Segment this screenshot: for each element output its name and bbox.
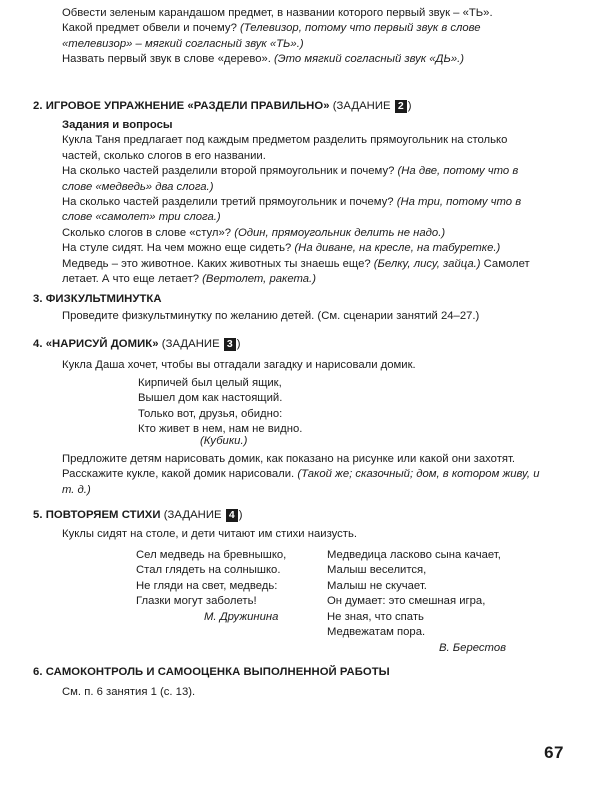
poem-line: Медвежатам пора.	[327, 626, 426, 639]
task-label: (ЗАДАНИЕ	[332, 100, 391, 112]
poem-line: Не гляди на свет, медведь:	[136, 579, 278, 592]
task-label: (ЗАДАНИЕ	[161, 338, 220, 350]
section-5-title: 5. ПОВТОРЯЕМ СТИХИ (ЗАДАНИЕ 4 )	[33, 509, 243, 521]
task-number-badge: 4	[226, 509, 238, 522]
poem-line: Глазки могут заболеть!	[136, 595, 257, 608]
poem-line: Малыш не скучает.	[327, 579, 427, 592]
section-5-heading	[33, 508, 533, 523]
section-2-heading	[33, 99, 533, 114]
intro-line-2	[62, 21, 540, 52]
poem-berestov	[327, 548, 506, 657]
section-5-para-1: Куклы сидят на столе, и дети читают им стихи наизусть.	[62, 528, 358, 540]
intro-answer-2: (Это мягкий согласный звук «ДЬ».)	[274, 53, 465, 66]
section-3-title: 3. ФИЗКУЛЬТМИНУТКА	[33, 293, 162, 305]
section-4-title: 4. «НАРИСУЙ ДОМИК» (ЗАДАНИЕ 3 )	[33, 338, 241, 350]
section-6-body	[62, 685, 562, 700]
riddle-answer: (Кубики.)	[200, 435, 248, 447]
section-2-q2: На сколько частей разделили второй прямоугольник и почему? (На две, потому что в слове «медведь» два слога.)	[62, 165, 519, 193]
intro-answer: (Телевизор, потому что первый звук в слове «телевизор» – мягкий согласный звук «ТЬ».)	[62, 22, 481, 50]
task-number-badge: 3	[224, 338, 236, 351]
intro-block	[62, 6, 540, 68]
poem-line: Сел медведь на бревнышко,	[136, 549, 287, 561]
section-6-title: 6. САМОКОНТРОЛЬ И САМООЦЕНКА ВЫПОЛНЕННОЙ РАБОТЫ	[33, 666, 390, 678]
intro-line-1: Обвести зеленым карандашом предмет, в названии которого первый звук – «ТЬ».	[62, 7, 493, 19]
section-4-intro	[62, 358, 562, 373]
section-6-heading	[33, 665, 533, 680]
section-2-q3: На сколько частей разделили третий прямоугольник и почему? (На три, потому что в слове «самолет» три слога.)	[62, 196, 522, 224]
poem-line: Не зная, что спать	[327, 610, 424, 623]
riddle-line: Кирпичей был целый ящик,	[138, 377, 282, 389]
section-3-body	[62, 309, 562, 324]
poem-author: В. Берестов	[439, 642, 506, 655]
section-6-para-1: См. п. 6 занятия 1 (с. 13).	[62, 686, 196, 698]
section-4-para-2: Предложите детям нарисовать домик, как показано на рисунке или какой они захотят.	[62, 453, 516, 465]
poem-druzhinina	[136, 548, 286, 625]
riddle-poem	[138, 376, 302, 438]
section-2-body	[62, 118, 540, 287]
intro-question: Какой предмет обвели и почему?	[62, 22, 240, 35]
section-2-para-1: Кукла Таня предлагает под каждым предметом разделить прямоугольник на столько частей, сколько слогов в его названии.	[62, 134, 508, 162]
task-number-badge: 2	[395, 100, 407, 113]
intro-line-3	[62, 52, 540, 67]
section-4-para-1: Кукла Даша хочет, чтобы вы отгадали загадку и нарисовали домик.	[62, 359, 416, 371]
section-4-body	[62, 452, 540, 498]
section-2-subtitle: Задания и вопросы	[62, 119, 173, 131]
section-2-q5: На стуле сидят. На чем можно еще сидеть? (На диване, на кресле, на табуретке.) Медведь – это животное. Каких животных ты знаешь еще? (Белку, лису, зайца.) Самолет летает. А что еще летает? (Вертолет, ракета.)	[62, 242, 530, 286]
poem-line: Малыш веселится,	[327, 564, 427, 577]
section-2-title: 2. ИГРОВОЕ УПРАЖНЕНИЕ «РАЗДЕЛИ ПРАВИЛЬНО» (ЗАДАНИЕ 2 )	[33, 100, 412, 112]
section-3-heading	[33, 292, 533, 307]
section-5-intro	[62, 527, 562, 542]
intro-question-2: Назвать первый звук в слове «дерево».	[62, 53, 275, 66]
riddle-line: Только вот, друзья, обидно:	[138, 407, 283, 420]
section-2-q4: Сколько слогов в слове «стул»? (Один, прямоугольник делить не надо.)	[62, 226, 446, 239]
task-label: (ЗАДАНИЕ	[163, 509, 222, 521]
poem-line: Медведица ласково сына качает,	[327, 549, 501, 561]
section-3-para-1: Проведите физкультминутку по желанию детей. (См. сценарии занятий 24–27.)	[62, 310, 480, 322]
poem-line: Стал глядеть на солнышко.	[136, 564, 281, 577]
page-number: 67	[544, 743, 564, 762]
section-4-para-3: Расскажите кукле, какой домик нарисовали. (Такой же; сказочный; дом, в котором живу, и т. д.)	[62, 468, 540, 496]
poem-line: Он думает: это смешная игра,	[327, 595, 486, 608]
section-4-heading	[33, 337, 533, 352]
riddle-line: Вышел дом как настоящий.	[138, 392, 283, 405]
riddle-line: Кто живет в нем, нам не видно.	[138, 423, 303, 436]
poem-author: М. Дружинина	[204, 610, 279, 623]
